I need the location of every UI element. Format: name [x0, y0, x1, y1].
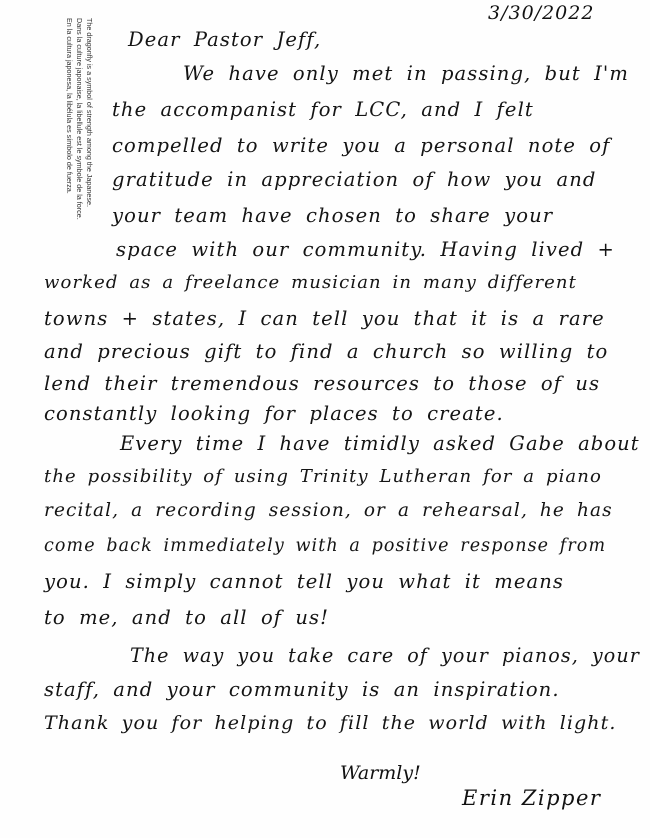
- closing: Warmly!: [340, 762, 421, 784]
- body-line-3: compelled to write you a personal note of: [112, 134, 611, 157]
- body-line-12: Every time I have timidly asked Gabe about: [120, 432, 640, 455]
- body-line-7: worked as a freelance musician in many different: [44, 272, 577, 293]
- body-line-5: your team have chosen to share your: [112, 204, 554, 227]
- side-text-english: The dragonfly is a symbol of strength among the Japanese.: [85, 18, 94, 207]
- body-line-2: the accompanist for LCC, and I felt: [112, 98, 534, 121]
- body-line-6: space with our community. Having lived +: [116, 238, 615, 261]
- body-line-10: lend their tremendous resources to those of us: [44, 372, 601, 395]
- body-line-11: constantly looking for places to create.: [44, 402, 504, 425]
- side-text-spanish: En la cultura japonesa, la libélula es símbolo de fuerza.: [65, 18, 74, 194]
- signature: Erin Zipper: [462, 786, 602, 810]
- body-line-4: gratitude in appreciation of how you and: [112, 168, 597, 191]
- side-text-french: Dans la culture japonaise, la libellule est le symbole de la force.: [75, 18, 84, 220]
- body-line-19: staff, and your community is an inspiration.: [44, 678, 560, 701]
- body-line-20: Thank you for helping to fill the world with light.: [44, 712, 617, 734]
- letter-date: 3/30/2022: [488, 2, 595, 24]
- body-line-18: The way you take care of your pianos, your: [130, 644, 640, 667]
- body-line-15: come back immediately with a positive response from: [44, 536, 607, 556]
- body-line-16: you. I simply cannot tell you what it means: [44, 570, 564, 593]
- body-line-8: towns + states, I can tell you that it is a rare: [44, 307, 605, 330]
- salutation: Dear Pastor Jeff,: [128, 28, 322, 51]
- side-printed-text: [58, 18, 96, 240]
- body-line-17: to me, and to all of us!: [44, 606, 330, 629]
- body-line-1: We have only met in passing, but I'm: [183, 62, 629, 85]
- body-line-13: the possibility of using Trinity Lutheran for a piano: [44, 466, 602, 487]
- body-line-9: and precious gift to find a church so willing to: [44, 340, 609, 363]
- body-line-14: recital, a recording session, or a rehearsal, he has: [44, 500, 613, 521]
